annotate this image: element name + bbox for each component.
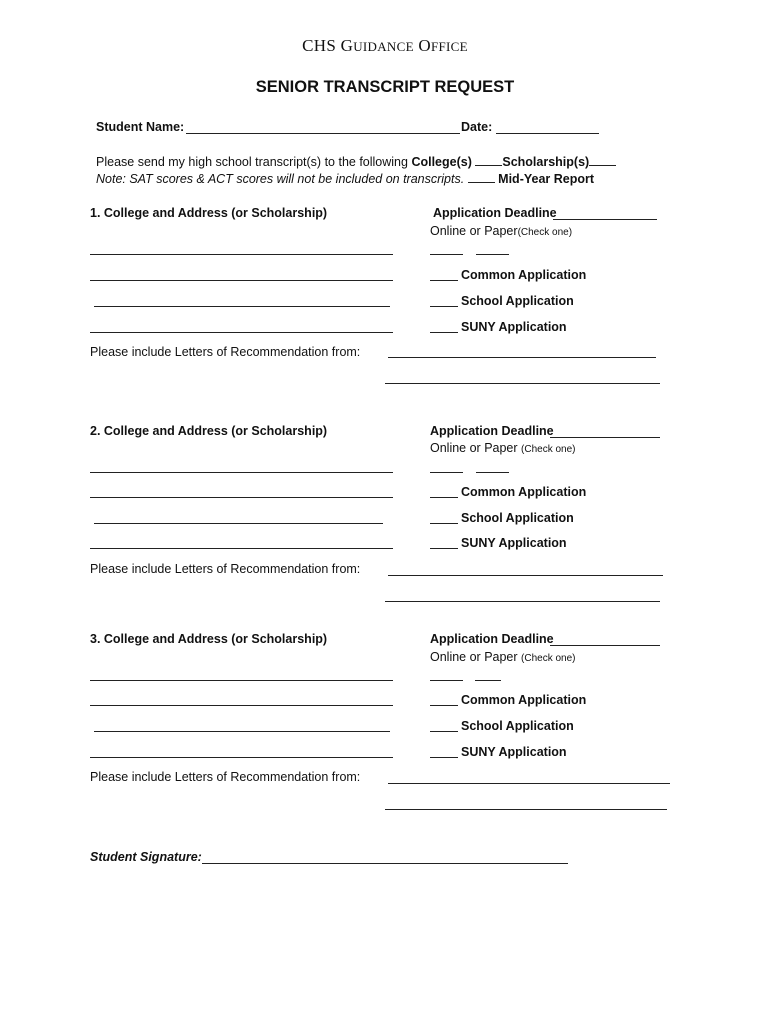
section-heading: 3. College and Address (or Scholarship): [90, 632, 328, 646]
suny-app-check-field[interactable]: [430, 757, 458, 758]
office-name: CHS GUIDANCE OFFICE: [302, 36, 468, 55]
address-line[interactable]: [90, 254, 393, 255]
address-line[interactable]: [90, 680, 393, 681]
midyear-check-field[interactable]: [468, 172, 495, 183]
address-line[interactable]: [90, 332, 393, 333]
date-label: Date:: [461, 120, 493, 134]
address-line[interactable]: [94, 523, 383, 524]
letters-field[interactable]: [388, 575, 663, 576]
common-app-label: Common Application: [461, 693, 587, 707]
section-heading: 2. College and Address (or Scholarship): [90, 424, 328, 438]
online-check-field[interactable]: [430, 680, 463, 681]
address-line[interactable]: [90, 757, 393, 758]
online-paper-line: [430, 650, 576, 664]
address-line[interactable]: [94, 731, 390, 732]
section-heading: 1. College and Address (or Scholarship): [90, 206, 328, 220]
student-name-field[interactable]: [186, 133, 460, 134]
suny-app-label: SUNY Application: [461, 536, 567, 550]
note-line: [96, 172, 594, 186]
deadline-label: Application Deadline: [430, 424, 554, 438]
school-app-label: School Application: [461, 511, 574, 525]
address-line[interactable]: [90, 280, 393, 281]
online-paper-line: [430, 441, 576, 455]
send-text: Please send my high school transcript(s) to the following: [96, 155, 408, 169]
deadline-field[interactable]: [553, 219, 657, 220]
note-text: Note: SAT scores & ACT scores will not be included on transcripts.: [96, 172, 465, 186]
suny-app-label: SUNY Application: [461, 320, 567, 334]
colleges-label: College(s): [411, 155, 472, 169]
address-line[interactable]: [94, 306, 390, 307]
letters-label: Please include Letters of Recommendation from:: [90, 770, 361, 784]
online-paper-label: Online or Paper: [430, 441, 518, 455]
online-check-field[interactable]: [430, 254, 463, 255]
date-field[interactable]: [496, 133, 599, 134]
school-app-label: School Application: [461, 719, 574, 733]
colleges-check-field[interactable]: [475, 155, 502, 166]
letters-label: Please include Letters of Recommendation from:: [90, 345, 361, 359]
letters-field[interactable]: [388, 357, 656, 358]
check-one-label: (Check one): [517, 227, 573, 238]
suny-app-label: SUNY Application: [461, 745, 567, 759]
common-app-check-field[interactable]: [430, 705, 458, 706]
midyear-label: Mid-Year Report: [498, 172, 595, 186]
letters-field[interactable]: [385, 383, 660, 384]
common-app-check-field[interactable]: [430, 497, 458, 498]
page-title: SENIOR TRANSCRIPT REQUEST: [255, 78, 515, 96]
intro-line: [96, 155, 616, 169]
address-line[interactable]: [90, 548, 393, 549]
school-app-label: School Application: [461, 294, 574, 308]
school-app-check-field[interactable]: [430, 731, 458, 732]
online-paper-label: Online or Paper: [430, 650, 518, 664]
letters-field[interactable]: [385, 601, 660, 602]
common-app-label: Common Application: [461, 485, 587, 499]
scholarships-label: Scholarship(s): [502, 155, 590, 169]
online-paper-label: Online or Paper: [430, 224, 518, 238]
address-line[interactable]: [90, 705, 393, 706]
check-one-label: (Check one): [521, 444, 576, 455]
signature-field[interactable]: [202, 863, 568, 864]
address-line[interactable]: [90, 472, 393, 473]
paper-check-field[interactable]: [476, 254, 509, 255]
deadline-field[interactable]: [550, 645, 660, 646]
online-paper-line: [430, 224, 572, 238]
letters-field[interactable]: [388, 783, 670, 784]
check-one-label: (Check one): [521, 653, 576, 664]
letters-field[interactable]: [385, 809, 667, 810]
online-check-field[interactable]: [430, 472, 463, 473]
school-app-check-field[interactable]: [430, 306, 458, 307]
common-app-check-field[interactable]: [430, 280, 458, 281]
deadline-label: Application Deadline: [433, 206, 557, 220]
suny-app-check-field[interactable]: [430, 548, 458, 549]
paper-check-field[interactable]: [476, 472, 509, 473]
deadline-field[interactable]: [550, 437, 660, 438]
common-app-label: Common Application: [461, 268, 587, 282]
school-app-check-field[interactable]: [430, 523, 458, 524]
letters-label: Please include Letters of Recommendation from:: [90, 562, 361, 576]
address-line[interactable]: [90, 497, 393, 498]
deadline-label: Application Deadline: [430, 632, 554, 646]
paper-check-field[interactable]: [475, 680, 501, 681]
scholarships-check-field[interactable]: [589, 155, 616, 166]
suny-app-check-field[interactable]: [430, 332, 458, 333]
signature-label: Student Signature:: [90, 850, 202, 864]
student-name-label: Student Name:: [96, 120, 185, 134]
